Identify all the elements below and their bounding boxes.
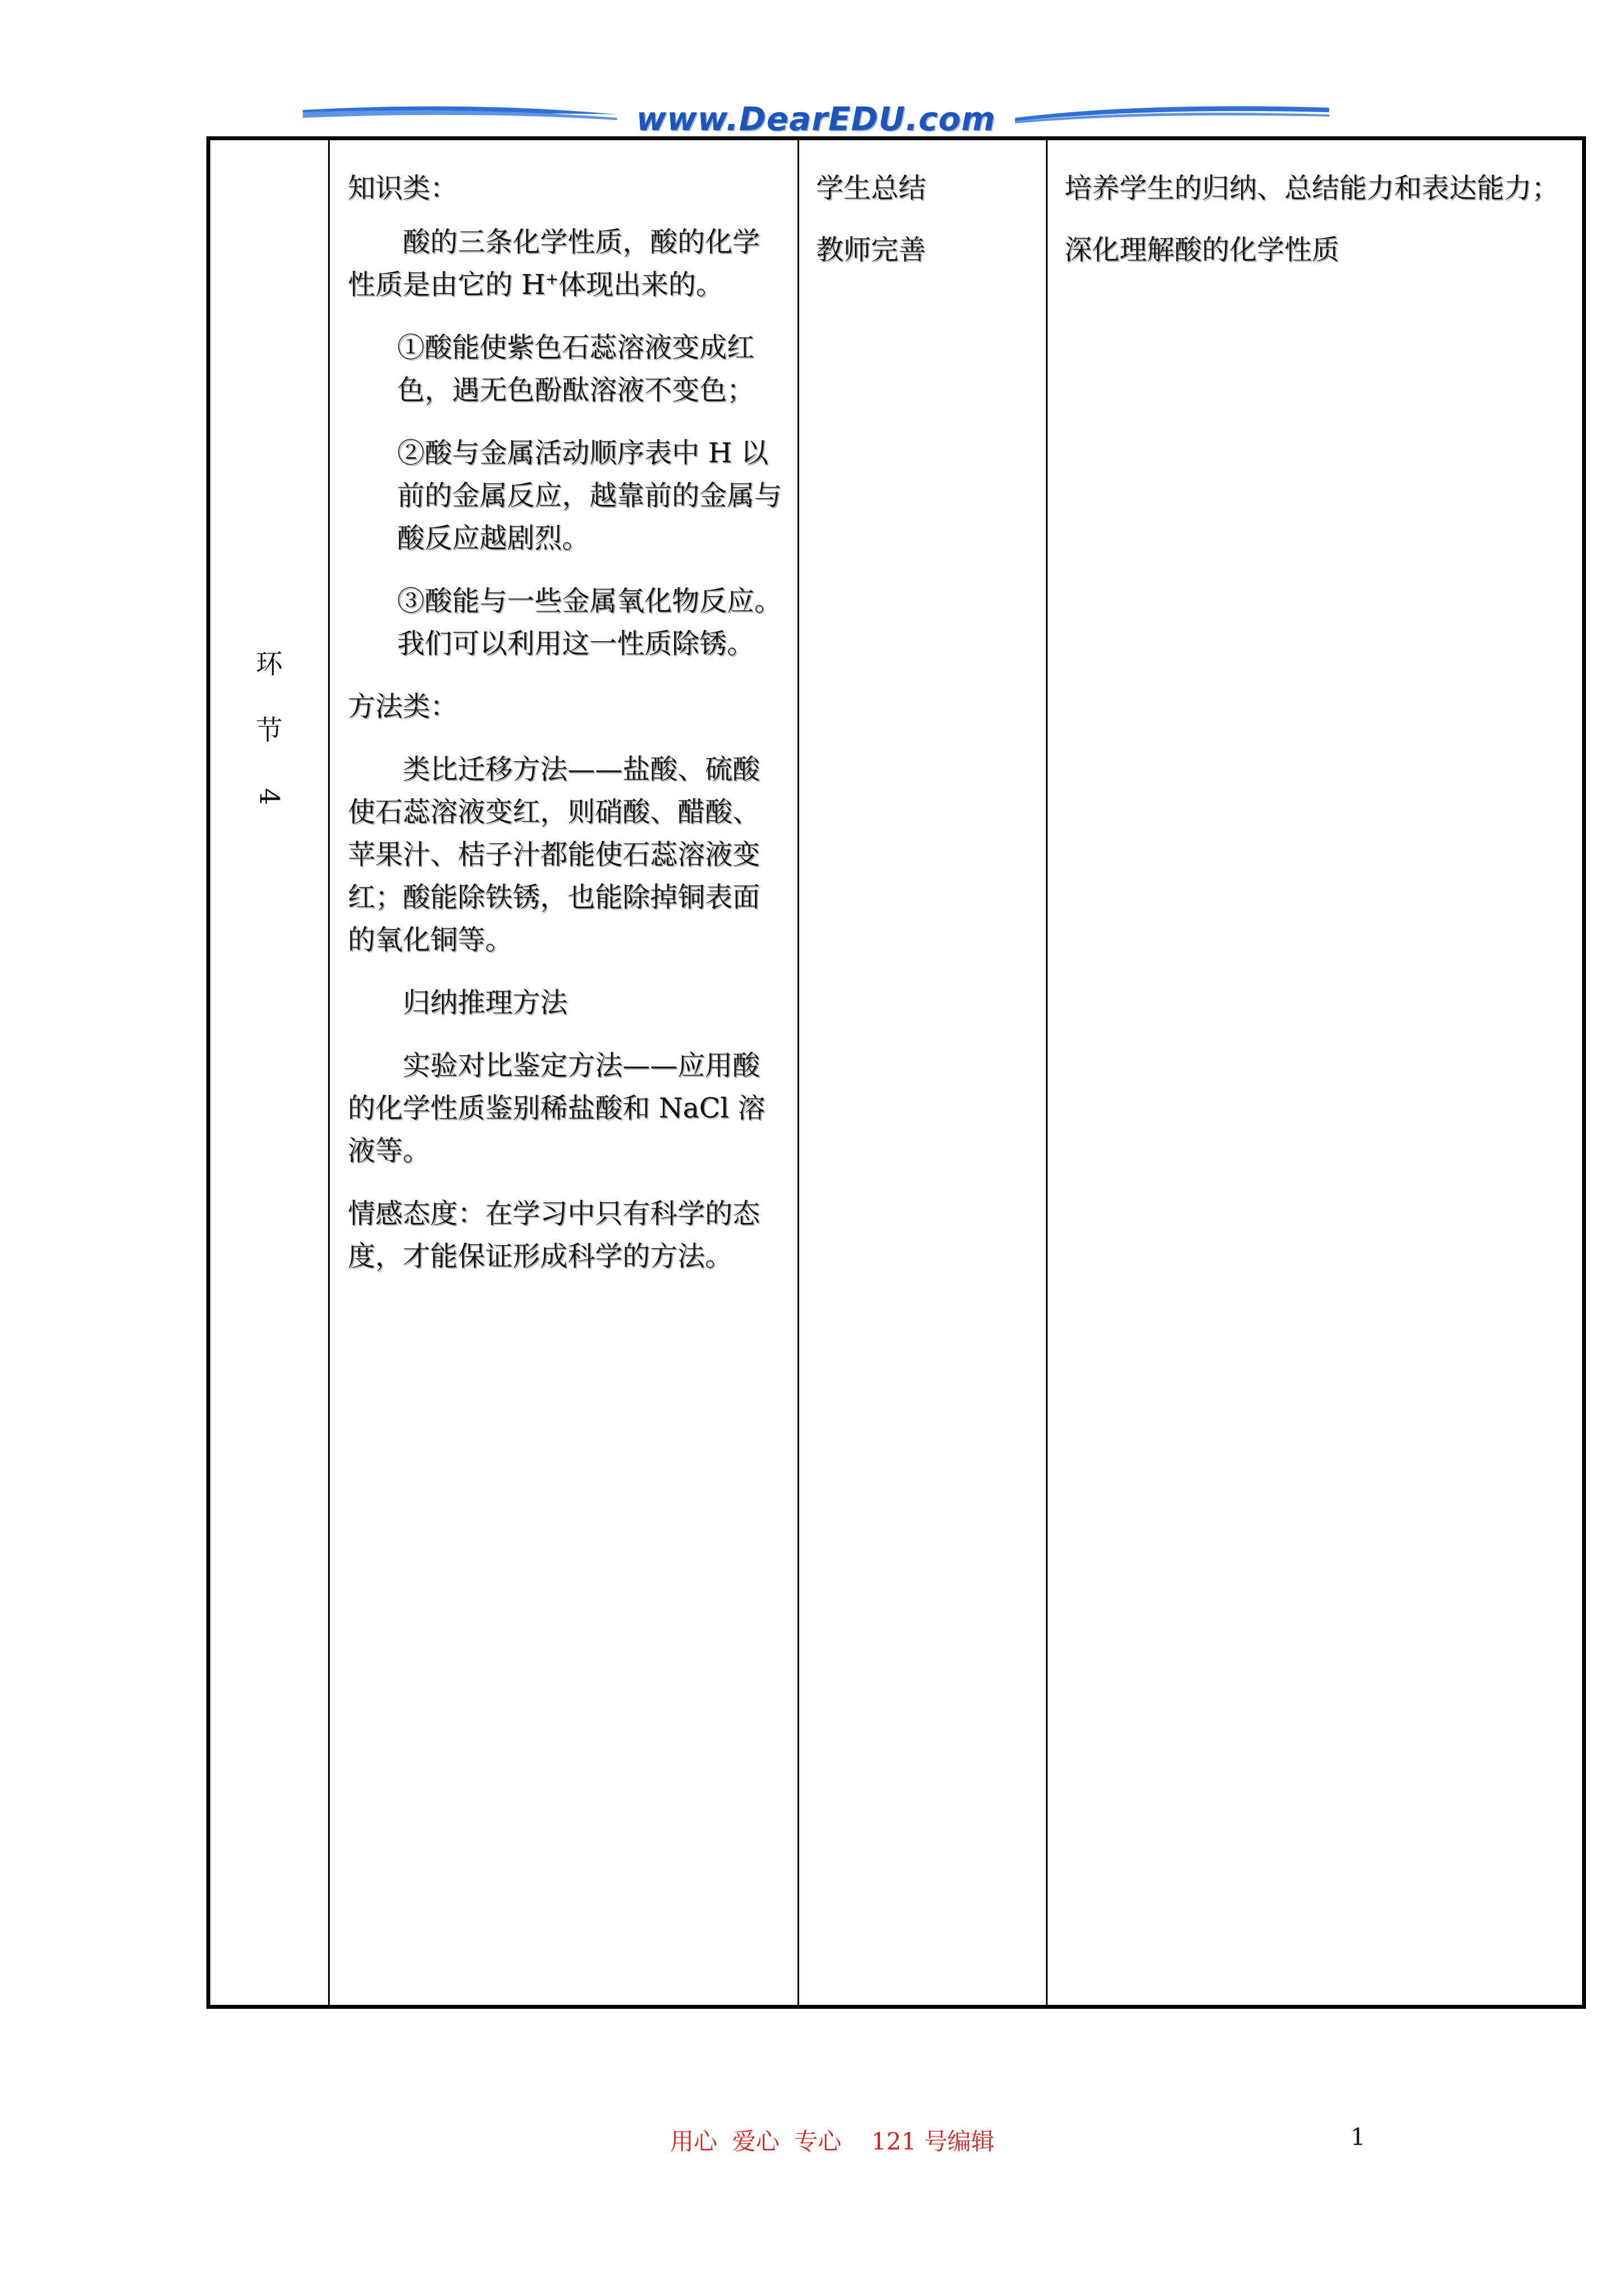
page-number: 1	[1350, 2123, 1366, 2151]
content-cell	[330, 140, 799, 2005]
activity-cell	[799, 140, 1048, 2005]
purpose-line-1: 培养学生的归纳、总结能力和表达能力；	[1064, 172, 1560, 204]
activity-text	[799, 140, 1046, 272]
logo-text: www.DearEDU.com	[636, 100, 996, 138]
purpose-line-2: 深化理解酸的化学性质	[1064, 234, 1340, 266]
knowledge-item-2: ②酸与金属活动顺序表中 H 以前的金属反应，越靠前的金属与酸反应越剧烈。	[397, 437, 782, 554]
stage-label	[210, 631, 328, 830]
knowledge-heading: 知识类：	[348, 172, 458, 204]
stage-label-cell	[210, 140, 330, 2005]
knowledge-item-3: ③酸能与一些金属氧化物反应。我们可以利用这一性质除锈。	[397, 585, 782, 660]
stage-label-char-1: 环	[255, 648, 283, 680]
activity-line-2: 教师完善	[816, 234, 926, 266]
stage-label-char-2: 节	[255, 715, 283, 746]
activity-line-1: 学生总结	[816, 172, 926, 204]
purpose-text	[1048, 140, 1582, 272]
lesson-table	[206, 136, 1586, 2009]
content-text	[330, 140, 797, 1278]
method-heading: 方法类：	[348, 691, 458, 723]
knowledge-item-1: ①酸能使紫色石蕊溶液变成红色，遇无色酚酞溶液不变色；	[397, 332, 755, 406]
hydrogen-ion-charge: +	[545, 269, 559, 288]
method-induction: 归纳推理方法	[403, 987, 568, 1019]
stage-label-number: 4	[253, 788, 285, 806]
knowledge-intro-text-a: 酸的三条化学性质，酸的化学性质是由它的 H	[348, 226, 760, 301]
knowledge-intro	[348, 221, 786, 306]
method-experiment: 实验对比鉴定方法——应用酸的化学性质鉴别稀盐酸和 NaCl 溶液等。	[348, 1050, 766, 1167]
attitude-text: 情感态度：在学习中只有科学的态度，才能保证形成科学的方法。	[348, 1198, 760, 1272]
purpose-cell	[1048, 140, 1582, 2005]
footer-text: 用心 爱心 专心 121 号编辑	[670, 2128, 995, 2155]
knowledge-intro-text-b: 体现出来的。	[558, 269, 723, 301]
method-analogy: 类比迁移方法——盐酸、硫酸使石蕊溶液变红，则硝酸、醋酸、苹果汁、桔子汁都能使石蕊溶液变红；酸能除铁锈，也能除掉铜表面的氧化铜等。	[348, 753, 760, 956]
